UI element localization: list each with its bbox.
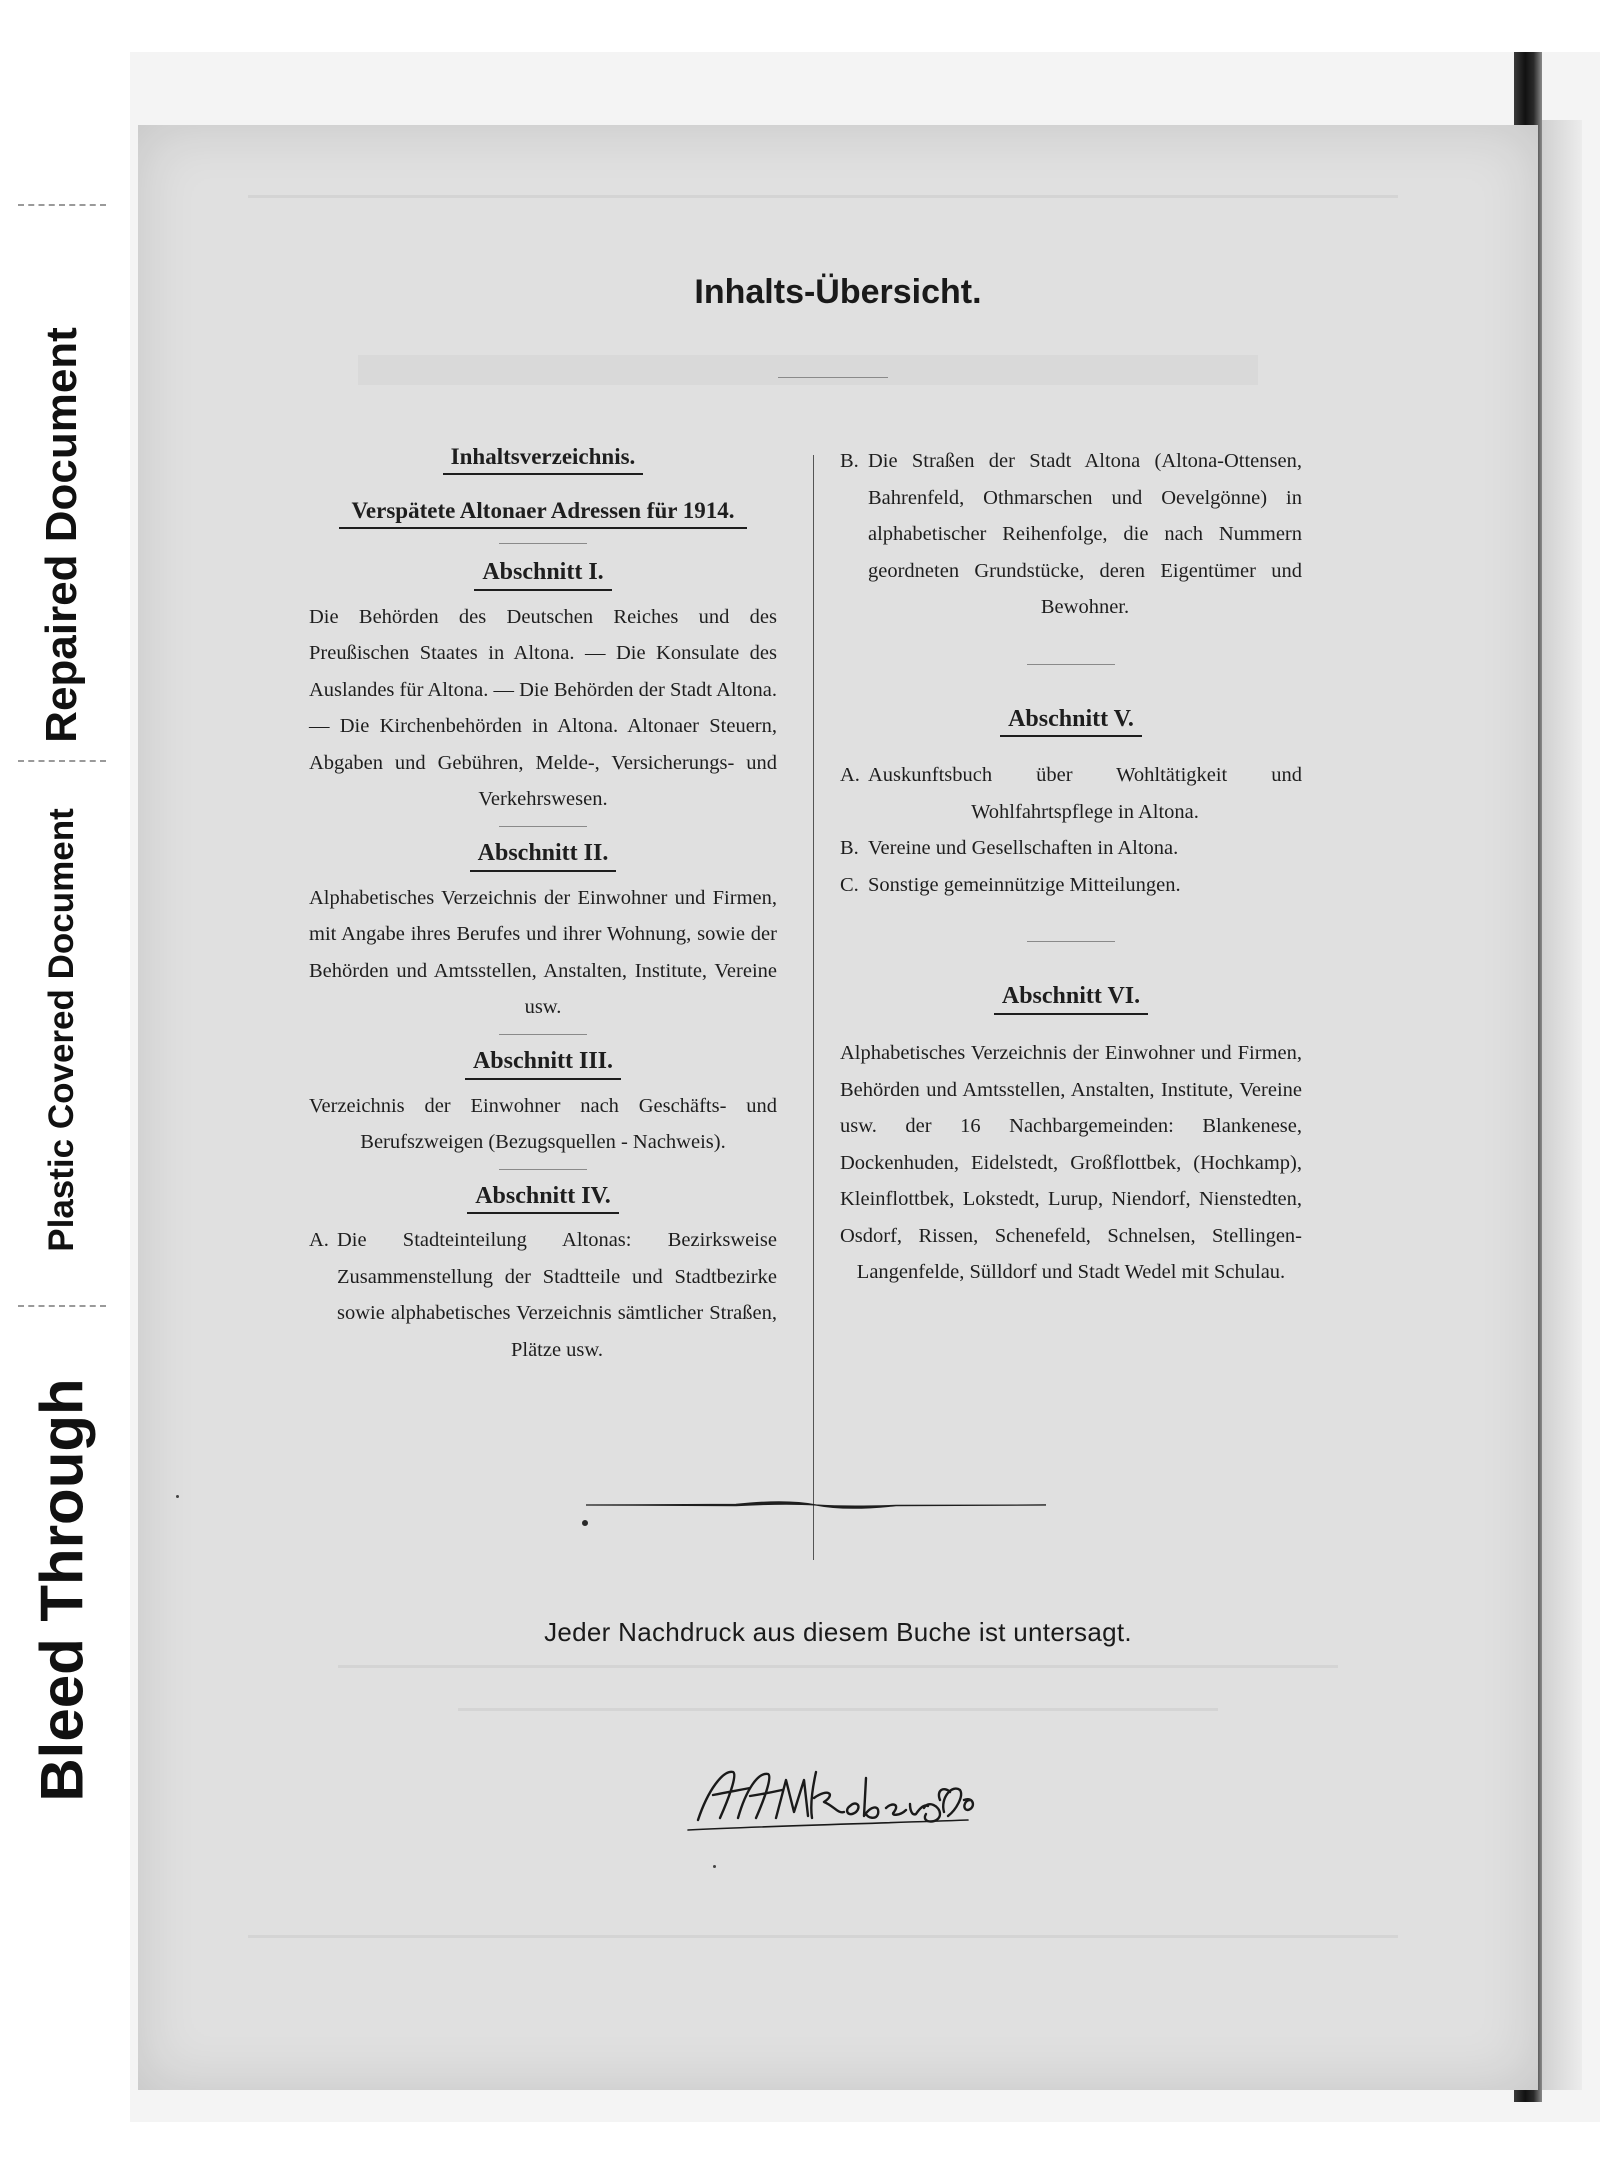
- bleed-through-trace: [248, 1935, 1398, 1938]
- title-rule: [778, 377, 888, 378]
- column-divider: [813, 455, 814, 1560]
- tag-plastic-covered-document: Plastic Covered Document: [42, 808, 81, 1252]
- item-text: Sonstige gemeinnützige Mitteilungen.: [868, 873, 1181, 896]
- section-text-i: Die Behörden des Deutschen Reiches und des Preußischen Staates in Altona. — Die Konsulate des Auslandes für Altona. — Die Behörden der Stadt Altona. — Die Kirchenbehörden in Altona. Altonaer Steuern, Abgaben und Gebühren, Melde-, Versicherungs- und Verkehrswesen.: [309, 605, 777, 811]
- tag-divider: [18, 760, 106, 762]
- section-heading-i: Abschnitt I.: [309, 558, 777, 591]
- bleed-through-trace: [458, 1708, 1218, 1711]
- item-letter: A.: [309, 1229, 329, 1252]
- list-item: [309, 1222, 777, 1368]
- tag-divider: [18, 204, 106, 206]
- reprint-notice: Jeder Nachdruck aus diesem Buche ist untersagt.: [544, 1617, 1132, 1647]
- tag-divider: [18, 1305, 106, 1307]
- item-letter: C.: [840, 873, 859, 896]
- ink-speck: [176, 1495, 179, 1498]
- section-heading-ii: Abschnitt II.: [309, 839, 777, 872]
- document-page: [138, 125, 1538, 2090]
- ink-speck: [713, 1865, 716, 1868]
- tag-bleed-through: Bleed Through: [28, 1378, 96, 1802]
- page-title: Inhalts-Übersicht.: [694, 273, 982, 311]
- section-heading-vi: Abschnitt VI.: [840, 982, 1302, 1015]
- item-text: Auskunftsbuch über Wohltätigkeit und Wohlfahrtspflege in Altona.: [868, 764, 1302, 823]
- section-text-iii: Verzeichnis der Einwohner nach Geschäfts- und Berufszweigen (Bezugsquellen - Nachweis).: [309, 1094, 777, 1154]
- item-letter: B.: [840, 837, 859, 860]
- list-item: [840, 443, 1302, 626]
- toc-heading: Inhaltsverzeichnis.: [309, 443, 777, 475]
- item-text: Die Straßen der Stadt Altona (Altona-Ottensen, Bahrenfeld, Othmarschen und Oevelgönne) in alphabetischer Reihenfolge, die nach Nummern geordneten Grundstücke, deren Eigentümer und Bewohner.: [868, 450, 1302, 618]
- publisher-signature: [678, 1750, 978, 1840]
- section-text-ii: Alphabetisches Verzeichnis der Einwohner und Firmen, mit Angabe ihres Berufes und ihrer Wohnung, sowie der Behörden und Amtsstellen, Anstalten, Institute, Vereine usw.: [309, 886, 777, 1019]
- bleed-through-trace: [338, 1665, 1338, 1668]
- section-heading-iii: Abschnitt III.: [309, 1047, 777, 1080]
- section-text-vi: Alphabetisches Verzeichnis der Einwohner und Firmen, Behörden und Amtsstellen, Anstalten, Institute, Vereine usw. der 16 Nachbargemeinden: Blankenese, Dockenhuden, Eidelstedt, Großflottbek, (Hochkamp), Kleinflottbek, Lokstedt, Lurup, Niendorf, Nienstedten, Osdorf, Rissen, Schenefeld, Schnelsen, Stellingen-Langenfelde, Sülldorf und Stadt Wedel mit Schulau.: [840, 1042, 1302, 1284]
- left-column: [309, 443, 777, 1368]
- item-letter: A.: [840, 764, 860, 787]
- bleed-through-trace: [358, 355, 1258, 385]
- tag-repaired-document: Repaired Document: [37, 327, 86, 743]
- item-text: Vereine und Gesellschaften in Altona.: [868, 837, 1179, 860]
- list-item: [840, 830, 1302, 867]
- list-item: [840, 757, 1302, 830]
- late-addresses-heading: Verspätete Altonaer Adressen für 1914.: [309, 497, 777, 530]
- bleed-through-trace: [248, 195, 1398, 198]
- item-letter: B.: [840, 450, 859, 472]
- section-heading-v: Abschnitt V.: [840, 705, 1302, 738]
- right-column: [840, 443, 1302, 1291]
- item-text: Die Stadteinteilung Altonas: Bezirksweise Zusammenstellung der Stadtteile und Stadtbezirke sowie alphabetisches Verzeichnis sämtlicher Straßen, Plätze usw.: [337, 1229, 777, 1361]
- ornament-dot: [582, 1520, 588, 1526]
- section-heading-iv: Abschnitt IV.: [309, 1182, 777, 1215]
- next-page-edge: [1542, 120, 1582, 2090]
- ornamental-rule: [586, 1495, 1046, 1515]
- list-item: [840, 867, 1302, 904]
- side-tag-strip: [0, 200, 125, 1860]
